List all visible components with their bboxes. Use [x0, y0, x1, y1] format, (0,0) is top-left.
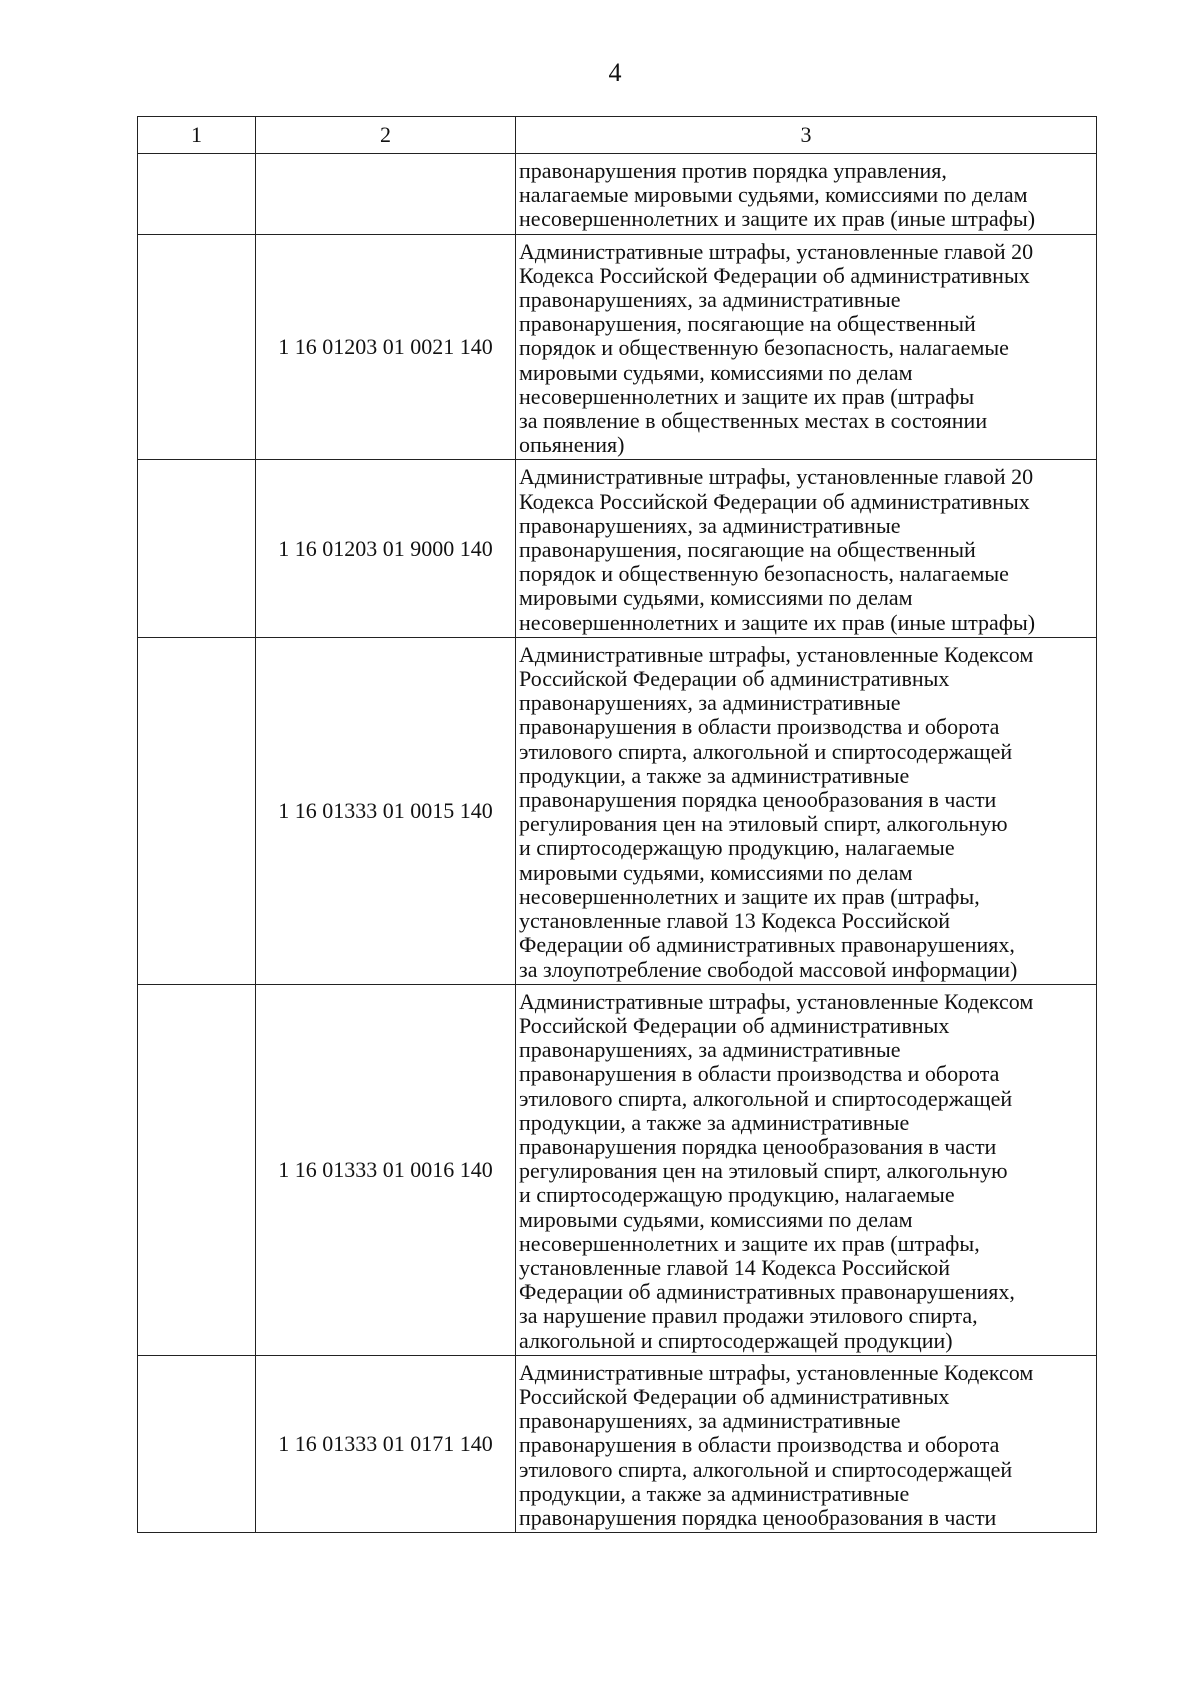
table-row	[138, 637, 1097, 984]
description-line: мировыми судьями, комиссиями по делам	[519, 859, 913, 885]
description-line: несовершеннолетних и защите их прав (штрафы,	[519, 883, 980, 909]
description-line: этилового спирта, алкогольной и спиртосодержащей	[519, 1456, 1013, 1482]
header-cell-1: 1	[138, 117, 256, 154]
description-line: несовершеннолетних и защите их прав (штрафы	[519, 383, 975, 409]
description-line: Административные штрафы, установленные главой 20	[519, 464, 1034, 490]
page-number: 4	[608, 58, 622, 87]
description-line: установленные главой 14 Кодекса Российской	[519, 1254, 951, 1280]
description-line: правонарушения в области производства и оборота	[519, 714, 1000, 740]
description-line: за злоупотребление свободой массовой информации)	[519, 956, 1018, 982]
description-cell	[516, 234, 1097, 460]
description-line: за появление в общественных местах в состоянии	[519, 408, 988, 434]
description-line: Российской Федерации об административных	[519, 1012, 950, 1038]
description-cell	[516, 637, 1097, 984]
row-number-cell	[138, 460, 256, 637]
description-line: Российской Федерации об административных	[519, 666, 950, 692]
description-line: правонарушениях, за административные	[519, 287, 901, 313]
description-line: несовершеннолетних и защите их прав (штрафы,	[519, 1230, 980, 1256]
description-line: порядок и общественную безопасность, налагаемые	[519, 561, 1009, 587]
description-line: продукции, а также за административные	[519, 1109, 910, 1135]
description-line: правонарушениях, за административные	[519, 512, 901, 538]
description-line: и спиртосодержащую продукцию, налагаемые	[519, 1182, 955, 1208]
description-line: правонарушения порядка ценообразования в части	[519, 1504, 997, 1530]
description-line: мировыми судьями, комиссиями по делам	[519, 1206, 913, 1232]
table-row	[138, 154, 1097, 235]
budget-code-cell: 1 16 01203 01 0021 140	[256, 234, 516, 460]
table-row	[138, 234, 1097, 460]
description-line: регулирования цен на этиловый спирт, алкогольную	[519, 1158, 1008, 1184]
description-line: Административные штрафы, установленные главой 20	[519, 238, 1034, 264]
budget-codes-table	[137, 116, 1097, 1533]
description-line: этилового спирта, алкогольной и спиртосодержащей	[519, 738, 1013, 764]
description-cell	[516, 1355, 1097, 1532]
description-line: и спиртосодержащую продукцию, налагаемые	[519, 835, 955, 861]
table-header-row	[138, 117, 1097, 154]
description-line: мировыми судьями, комиссиями по делам	[519, 359, 913, 385]
budget-code-cell: 1 16 01333 01 0016 140	[256, 984, 516, 1355]
budget-code-cell	[256, 154, 516, 235]
description-line: Кодекса Российской Федерации об административных	[519, 488, 1030, 514]
description-line: опьянения)	[519, 432, 625, 458]
table-row	[138, 460, 1097, 637]
description-line: правонарушения против порядка управления,	[519, 158, 947, 183]
description-cell	[516, 460, 1097, 637]
description-line: мировыми судьями, комиссиями по делам	[519, 585, 913, 611]
description-line: Административные штрафы, установленные Кодексом	[519, 1359, 1034, 1385]
description-line: правонарушения в области производства и оборота	[519, 1061, 1000, 1087]
table-body	[138, 117, 1097, 1533]
description-line: несовершеннолетних и защите их прав (иные штрафы)	[519, 609, 1036, 635]
header-cell-2: 2	[256, 117, 516, 154]
description-line: правонарушения в области производства и оборота	[519, 1432, 1000, 1458]
description-line: правонарушениях, за административные	[519, 1037, 901, 1063]
description-line: регулирования цен на этиловый спирт, алкогольную	[519, 811, 1008, 837]
description-line: правонарушениях, за административные	[519, 690, 901, 716]
description-line: продукции, а также за административные	[519, 762, 910, 788]
budget-code-cell: 1 16 01333 01 0171 140	[256, 1355, 516, 1532]
description-line: Федерации об административных правонарушениях,	[519, 1279, 1015, 1305]
row-number-cell	[138, 637, 256, 984]
row-number-cell	[138, 234, 256, 460]
description-line: правонарушения, посягающие на общественный	[519, 311, 976, 337]
description-line: налагаемые мировыми судьями, комиссиями по делам	[519, 182, 1028, 208]
description-line: установленные главой 13 Кодекса Российской	[519, 908, 951, 934]
description-line: правонарушения, посягающие на общественный	[519, 537, 976, 563]
description-line: Федерации об административных правонарушениях,	[519, 932, 1015, 958]
description-line: за нарушение правил продажи этилового спирта,	[519, 1303, 978, 1329]
description-line: продукции, а также за административные	[519, 1480, 910, 1506]
description-line: правонарушения порядка ценообразования в части	[519, 1133, 997, 1159]
row-number-cell	[138, 154, 256, 235]
description-line: алкогольной и спиртосодержащей продукции)	[519, 1327, 953, 1353]
description-line: этилового спирта, алкогольной и спиртосодержащей	[519, 1085, 1013, 1111]
header-cell-3: 3	[516, 117, 1097, 154]
description-line: порядок и общественную безопасность, налагаемые	[519, 335, 1009, 361]
row-number-cell	[138, 1355, 256, 1532]
description-line: Кодекса Российской Федерации об административных	[519, 262, 1030, 288]
description-line: Российской Федерации об административных	[519, 1383, 950, 1409]
description-line: правонарушениях, за административные	[519, 1408, 901, 1434]
row-number-cell	[138, 984, 256, 1355]
budget-code-cell: 1 16 01203 01 9000 140	[256, 460, 516, 637]
budget-code-cell: 1 16 01333 01 0015 140	[256, 637, 516, 984]
description-line: Административные штрафы, установленные Кодексом	[519, 641, 1034, 667]
description-line: правонарушения порядка ценообразования в части	[519, 787, 997, 813]
table-row	[138, 1355, 1097, 1532]
description-line: Административные штрафы, установленные Кодексом	[519, 988, 1034, 1014]
description-cell	[516, 154, 1097, 235]
table-row	[138, 984, 1097, 1355]
description-line: несовершеннолетних и защите их прав (иные штрафы)	[519, 206, 1036, 232]
description-cell	[516, 984, 1097, 1355]
